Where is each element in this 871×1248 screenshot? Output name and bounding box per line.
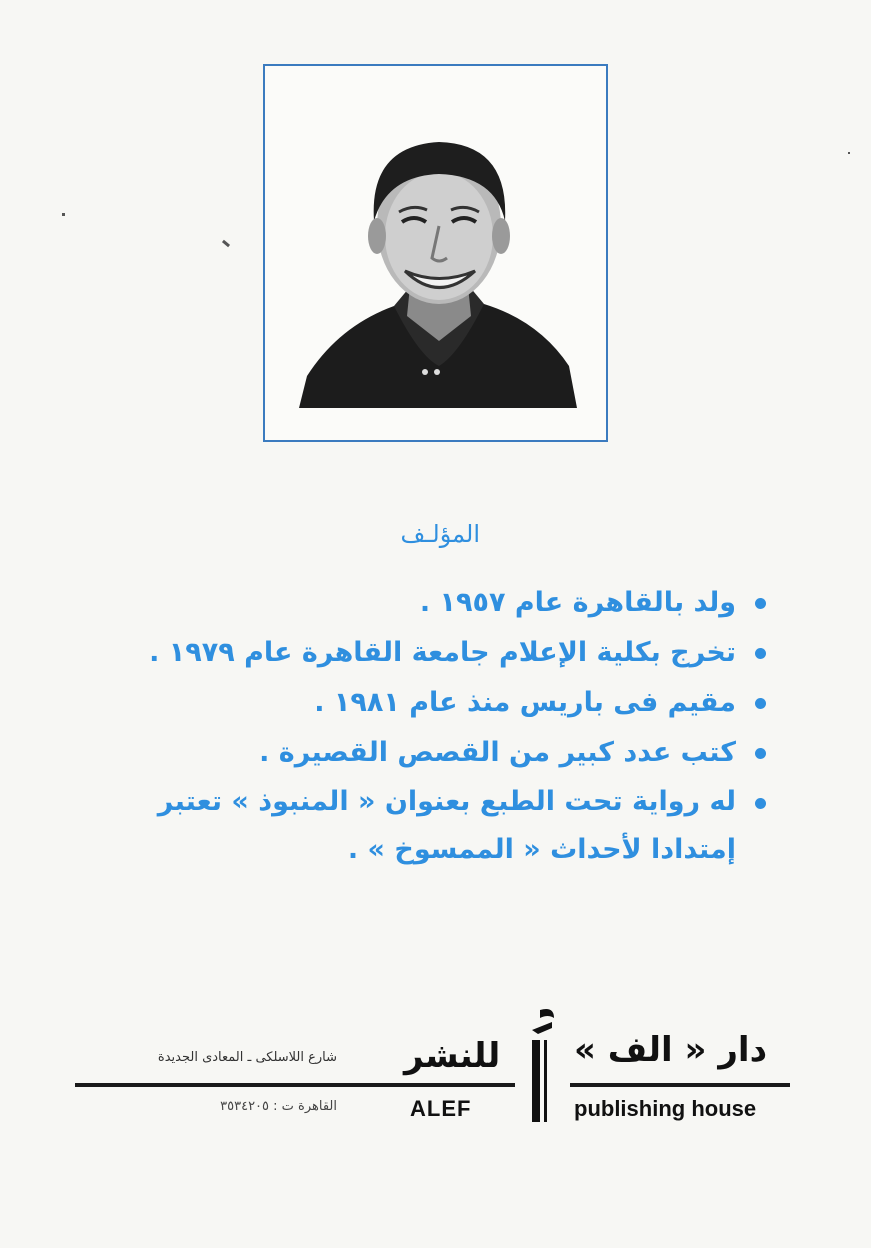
author-section-title: المؤلـف: [400, 520, 480, 548]
scan-speck: [62, 213, 65, 216]
list-item: [110, 628, 770, 678]
list-item-text: ولد بالقاهرة عام ١٩٥٧ .: [419, 587, 736, 618]
publisher-phone: القاهرة ت : ٣٥٣٤٢٠٥: [220, 1099, 337, 1114]
alef-logo-icon: [518, 1004, 566, 1124]
author-photo-frame: [263, 64, 608, 442]
author-portrait: [299, 126, 577, 408]
publisher-name-arabic: للنشر: [404, 1036, 501, 1076]
publisher-name-english: ALEF: [410, 1096, 472, 1121]
list-item: [110, 778, 770, 874]
footer-rule-right: [570, 1083, 790, 1087]
bullet-icon: [755, 798, 766, 809]
list-item: [110, 728, 770, 778]
footer-rule-left: [75, 1083, 515, 1087]
bullet-icon: [755, 648, 766, 659]
bullet-icon: [755, 598, 766, 609]
publisher-house-english: publishing house: [574, 1096, 757, 1121]
list-item-text: مقيم فى باريس منذ عام ١٩٨١ .: [314, 687, 736, 718]
list-item: [110, 678, 770, 728]
author-facts-list: [110, 578, 770, 874]
list-item-text: تخرج بكلية الإعلام جامعة القاهرة عام ١٩٧٩ .: [149, 637, 736, 668]
publisher-address: شارع اللاسلكى ـ المعادى الجديدة: [157, 1050, 337, 1065]
bullet-icon: [755, 698, 766, 709]
publisher-house-arabic: دار « الف »: [574, 1030, 768, 1070]
list-item: [110, 578, 770, 628]
scan-speck: [848, 152, 850, 154]
scan-speck: [222, 240, 230, 247]
list-item-text: له رواية تحت الطبع بعنوان « المنبوذ » تعتبر إمتدادا لأحداث « الممسوخ » .: [157, 786, 736, 865]
bullet-icon: [755, 748, 766, 759]
list-item-text: كتب عدد كبير من القصص القصيرة .: [259, 737, 736, 768]
publisher-footer: [0, 1000, 871, 1140]
